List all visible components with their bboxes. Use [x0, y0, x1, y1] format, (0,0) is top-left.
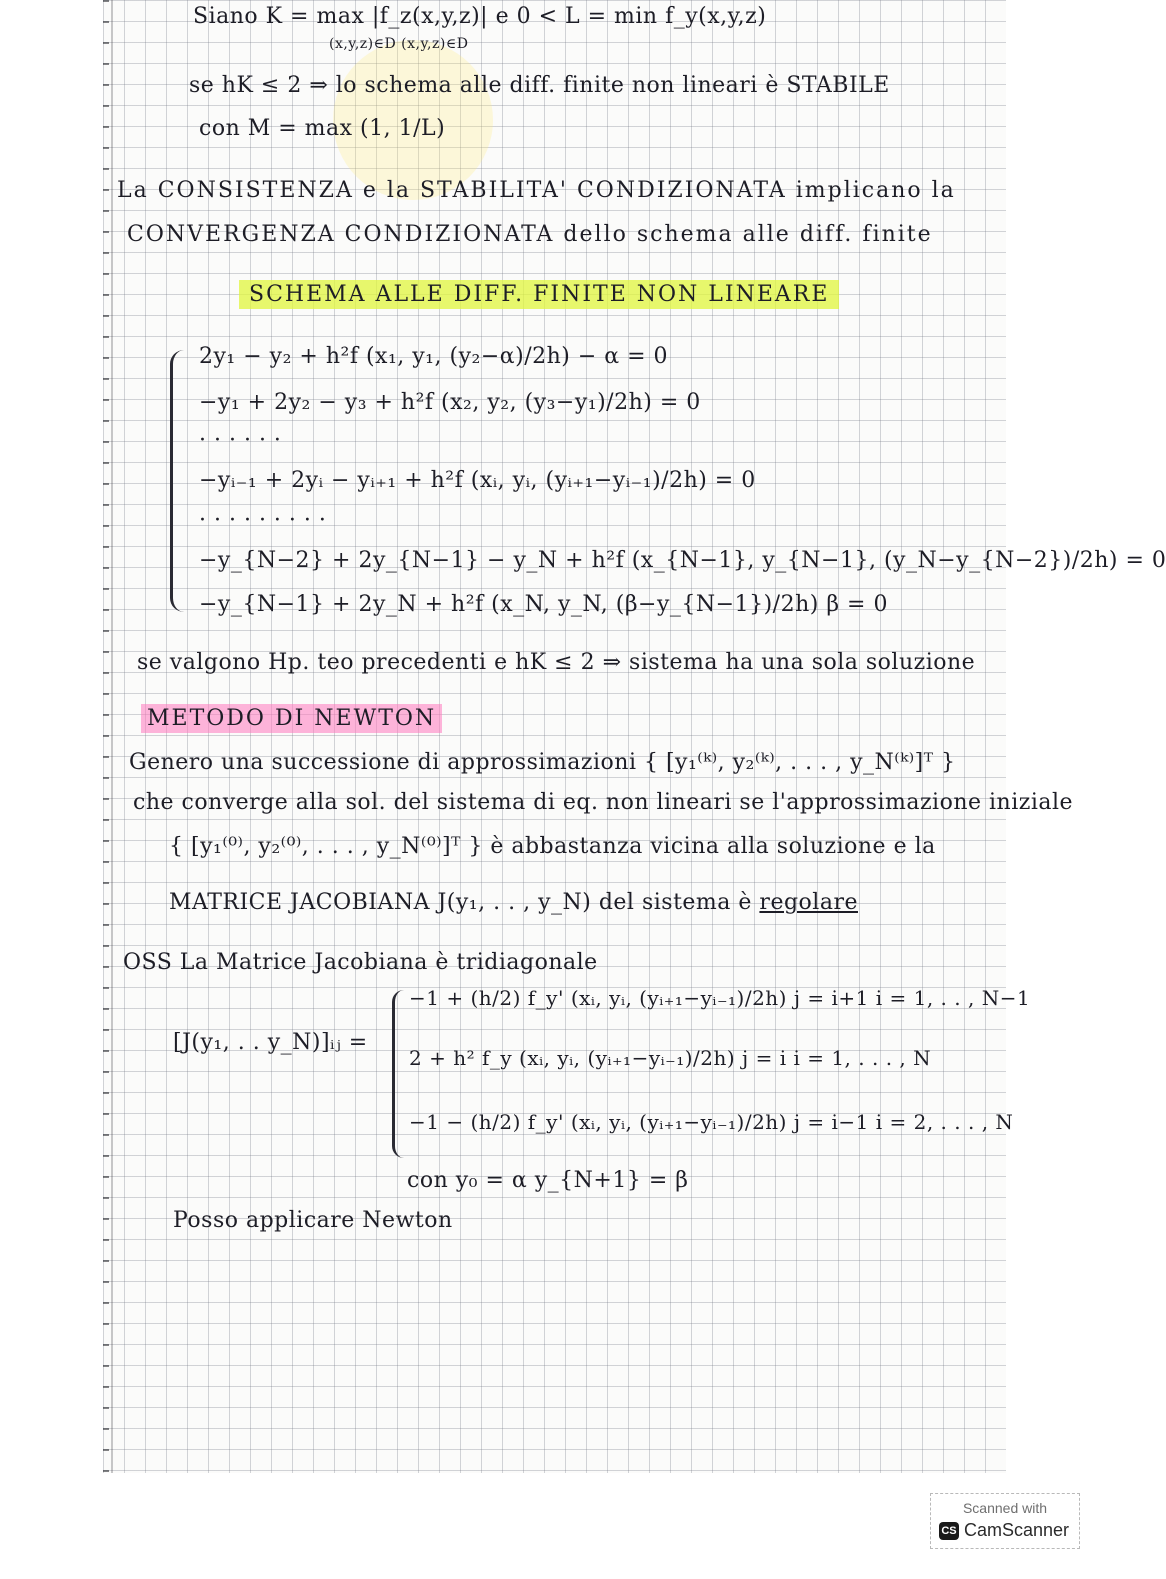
section-title-schema-text: SCHEMA ALLE DIFF. FINITE NON LINEARE [239, 280, 839, 309]
note-line-4: La CONSISTENZA e la STABILITA' CONDIZIONATA implicano la [117, 178, 956, 203]
system-ellipsis-2: · · · · · · · · · [199, 508, 327, 533]
note-line-17: che converge alla sol. del sistema di eq. non lineari se l'approssimazione iniziale [133, 790, 1074, 815]
note-line-22: Posso applicare Newton [173, 1208, 453, 1233]
jacobian-row-2: 2 + h² f_y (xᵢ, yᵢ, (yᵢ₊₁−yᵢ₋₁)/2h) j = i i = 1, . . . , N [409, 1046, 932, 1070]
section-title-schema [239, 282, 839, 307]
section-title-newton-text: METODO DI NEWTON [141, 704, 442, 733]
note-line-14: se valgono Hp. teo precedenti e hK ≤ 2 ⇒ sistema ha una sola soluzione [137, 650, 976, 675]
jacobian-row-1: −1 + (h/2) f_y' (xᵢ, yᵢ, (yᵢ₊₁−yᵢ₋₁)/2h) j = i+1 i = 1, . . , N−1 [409, 986, 1031, 1010]
note-line-2: se hK ≤ 2 ⇒ lo schema alle diff. finite non lineari è STABILE [189, 73, 890, 98]
note-line-21: con y₀ = α y_{N+1} = β [407, 1168, 689, 1193]
system-eq-1: 2y₁ − y₂ + h²f (x₁, y₁, (y₂−α)/2h) − α = 0 [199, 344, 669, 369]
jacobian-row-3: −1 − (h/2) f_y' (xᵢ, yᵢ, (yᵢ₊₁−yᵢ₋₁)/2h) j = i−1 i = 2, . . . , N [409, 1110, 1014, 1134]
note-line-20: OSS La Matrice Jacobiana è tridiagonale [123, 950, 598, 975]
scanner-badge [930, 1493, 1080, 1549]
system-eq-2: −y₁ + 2y₂ − y₃ + h²f (x₂, y₂, (y₃−y₁)/2h) = 0 [199, 390, 701, 415]
scanner-caption: Scanned with [962, 1500, 1048, 1516]
jacobian-lhs: [J(y₁, . . y_N)]ᵢⱼ = [173, 1030, 368, 1055]
section-title-newton [141, 706, 442, 731]
margin-line [111, 0, 113, 1473]
note-line-19 [169, 890, 858, 915]
note-line-3: con M = max (1, 1/L) [199, 116, 446, 141]
note-line-19-text: MATRICE JACOBIANA J(y₁, . . , y_N) del sistema è [169, 890, 760, 915]
note-line-1-subscripts: (x,y,z)∈D (x,y,z)∈D [329, 36, 469, 52]
system-eq-n: −y_{N−1} + 2y_N + h²f (x_N, y_N, (β−y_{N−1})/2h) β = 0 [199, 592, 888, 617]
notebook-page [103, 0, 1166, 1473]
note-line-19-underlined: regolare [759, 890, 858, 915]
binding-holes [103, 0, 109, 1473]
system-brace [170, 350, 195, 612]
scanner-brand: CamScanner [964, 1520, 1070, 1540]
note-line-18: { [y₁⁽⁰⁾, y₂⁽⁰⁾, . . . , y_N⁽⁰⁾]ᵀ } è abbastanza vicina alla soluzione e la [169, 834, 936, 859]
note-line-5: CONVERGENZA CONDIZIONATA dello schema alle diff. finite [127, 222, 933, 247]
system-ellipsis-1: · · · · · · [199, 428, 282, 453]
system-eq-i: −yᵢ₋₁ + 2yᵢ − yᵢ₊₁ + h²f (xᵢ, yᵢ, (yᵢ₊₁−yᵢ₋₁)/2h) = 0 [199, 468, 756, 493]
note-line-1: Siano K = max |f_z(x,y,z)| e 0 < L = min f_y(x,y,z) [193, 4, 767, 29]
camscanner-logo-icon: CS [939, 1522, 959, 1540]
jacobian-brace [392, 990, 413, 1158]
note-line-16: Genero una successione di approssimazioni { [y₁⁽ᵏ⁾, y₂⁽ᵏ⁾, . . . , y_N⁽ᵏ⁾]ᵀ } [129, 750, 956, 775]
system-eq-n-1: −y_{N−2} + 2y_{N−1} − y_N + h²f (x_{N−1}, y_{N−1}, (y_N−y_{N−2})/2h) = 0 [199, 548, 1166, 573]
